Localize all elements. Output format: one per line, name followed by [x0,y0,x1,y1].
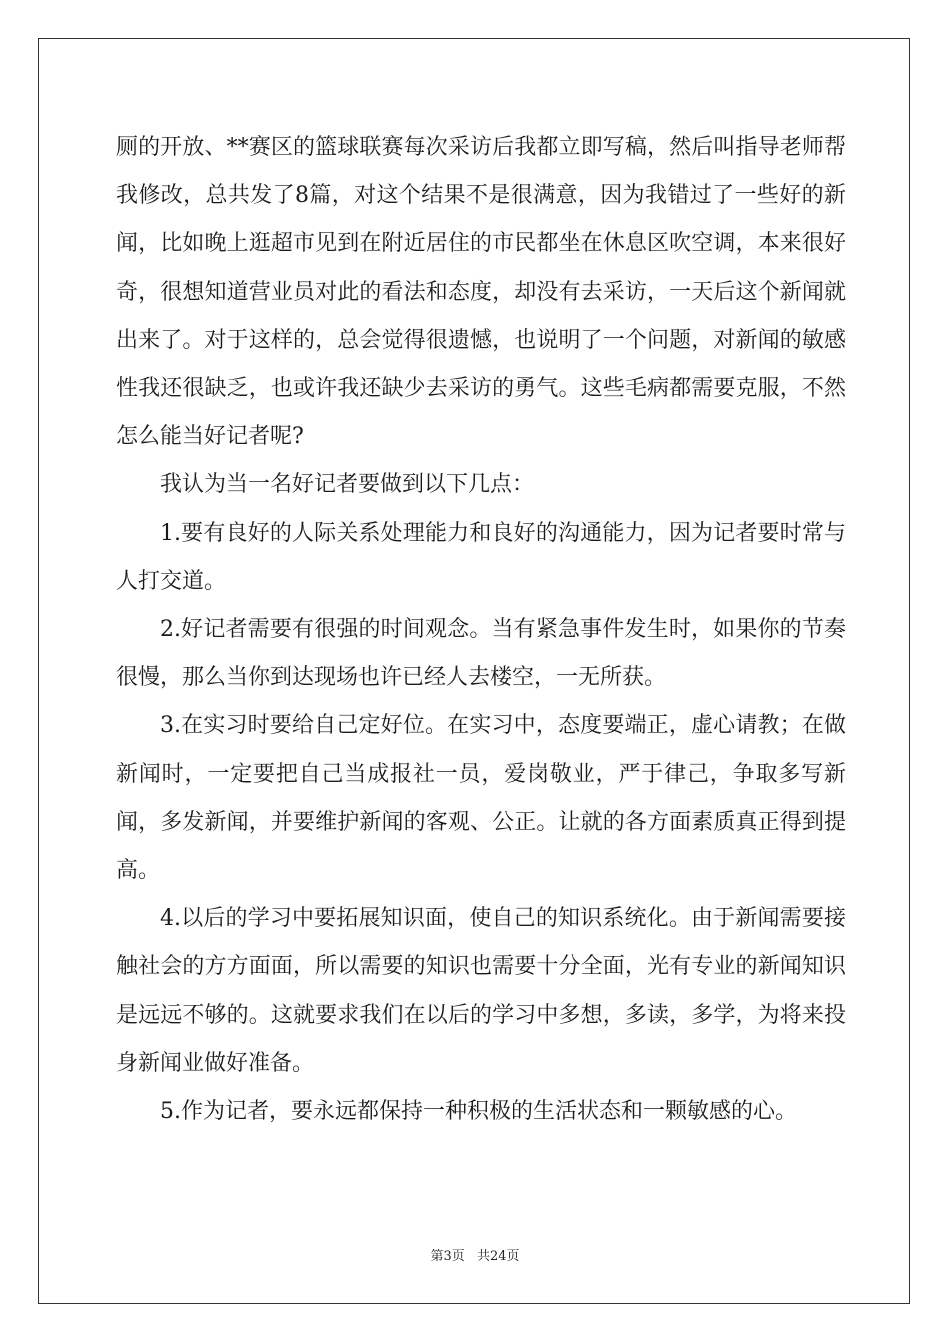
paragraph-continued: 厕的开放、**赛区的篮球联赛每次采访后我都立即写稿，然后叫指导老师帮我修改，总共发了8篇，对这个结果不是很满意，因为我错过了一些好的新闻，比如晚上逛超市见到在附近居住的市民都坐在休息区吹空调，本来很好奇，很想知道营业员对此的看法和态度，却没有去采访，一天后这个新闻就出来了。对于这样的，总会觉得很遗憾，也说明了一个问题，对新闻的敏感性我还很缺乏，也或许我还缺少去采访的勇气。这些毛病都需要克服，不然怎么能当好记者呢? [116,135,846,450]
paragraph-point-5: 5.作为记者，要永远都保持一种积极的生活状态和一颗敏感的心。 [160,1099,797,1125]
page-total: 共24页 [476,1249,520,1264]
paragraph-point-3: 3.在实习时要给自己定好位。在实习中，态度要端正，虚心请教；在做新闻时，一定要把自己当成报社一员，爱岗敬业，严于律己，争取多写新闻，多发新闻，并要维护新闻的客观、公正。让就的各方面素质真正得到提高。 [116,713,846,884]
page-number: 第3页 [430,1249,465,1264]
page-footer [0,1245,950,1264]
paragraph-point-1: 1.要有良好的人际关系处理能力和良好的沟通能力，因为记者要时常与人打交道。 [116,520,846,594]
paragraph-point-4: 4.以后的学习中要拓展知识面，使自己的知识系统化。由于新闻需要接触社会的方方面面，所以需要的知识也需要十分全面，光有专业的新闻知识是远远不够的。这就要求我们在以后的学习中多想，多读，多学，为将来投身新闻业做好准备。 [116,906,846,1076]
document-body [116,124,846,1136]
paragraph-point-2: 2.好记者需要有很强的时间观念。当有紧急事件发生时，如果你的节奏很慢，那么当你到达现场也许已经人去楼空，一无所获。 [116,617,846,691]
paragraph-intro-list: 我认为当一名好记者要做到以下几点： [160,472,535,498]
